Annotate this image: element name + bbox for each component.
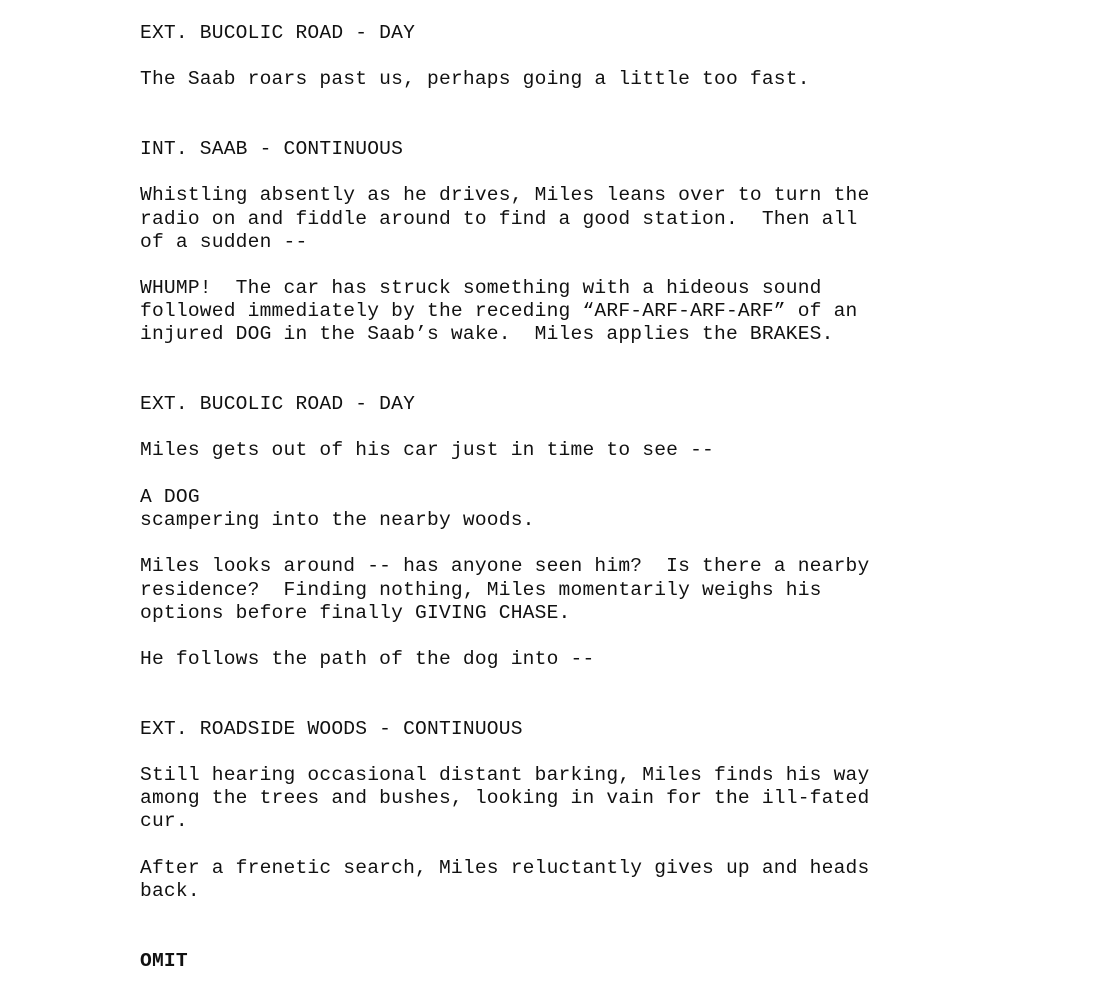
blank-line <box>140 370 1040 393</box>
action-line: WHUMP! The car has struck something with a hideous sound <box>140 277 822 300</box>
action-line: residence? Finding nothing, Miles momentarily weighs his <box>140 578 822 601</box>
action-line: Miles looks around -- has anyone seen him? Is there a nearby <box>140 555 870 578</box>
scene-heading: EXT. BUCOLIC ROAD - DAY <box>140 393 416 415</box>
blank-line <box>140 741 1040 764</box>
scene-heading: INT. SAAB - CONTINUOUS <box>140 137 404 160</box>
action-line: cur. <box>140 810 188 833</box>
action-line: back. <box>140 879 200 902</box>
blank-line <box>140 926 1040 949</box>
blank-line <box>140 347 1040 370</box>
blank-line <box>140 161 1040 184</box>
scene-heading: EXT. BUCOLIC ROAD - DAY <box>140 22 416 44</box>
blank-line <box>140 834 1040 857</box>
blank-line <box>140 92 1040 115</box>
blank-line <box>140 625 1040 648</box>
blank-line <box>140 45 1040 68</box>
blank-line <box>140 416 1040 439</box>
action-line: followed immediately by the receding “ARF-ARF-ARF-ARF” of an <box>140 300 858 323</box>
blank-line <box>140 254 1040 277</box>
action-line: The Saab roars past us, perhaps going a little too fast. <box>140 68 810 91</box>
shot-line: A DOG <box>140 485 200 508</box>
blank-line <box>140 115 1040 138</box>
screenplay-page <box>140 22 1040 973</box>
action-line: He follows the path of the dog into -- <box>140 648 595 671</box>
action-line: Whistling absently as he drives, Miles leans over to turn the <box>140 184 870 207</box>
blank-line <box>140 671 1040 694</box>
action-line: injured DOG in the Saab’s wake. Miles applies the BRAKES. <box>140 323 834 346</box>
action-line: radio on and fiddle around to find a good station. Then all <box>140 207 858 230</box>
action-line: scampering into the nearby woods. <box>140 508 535 531</box>
action-line: Miles gets out of his car just in time to see -- <box>140 439 714 462</box>
action-line: of a sudden -- <box>140 230 308 253</box>
omit-heading: OMIT <box>140 949 188 972</box>
blank-line <box>140 694 1040 717</box>
blank-line <box>140 532 1040 555</box>
action-line: options before finally GIVING CHASE. <box>140 601 571 624</box>
action-line: among the trees and bushes, looking in vain for the ill-fated <box>140 787 870 810</box>
blank-line <box>140 903 1040 926</box>
action-line: After a frenetic search, Miles reluctantly gives up and heads <box>140 856 870 879</box>
scene-heading: EXT. ROADSIDE WOODS - CONTINUOUS <box>140 717 523 740</box>
blank-line <box>140 463 1040 486</box>
action-line: Still hearing occasional distant barking, Miles finds his way <box>140 764 870 786</box>
